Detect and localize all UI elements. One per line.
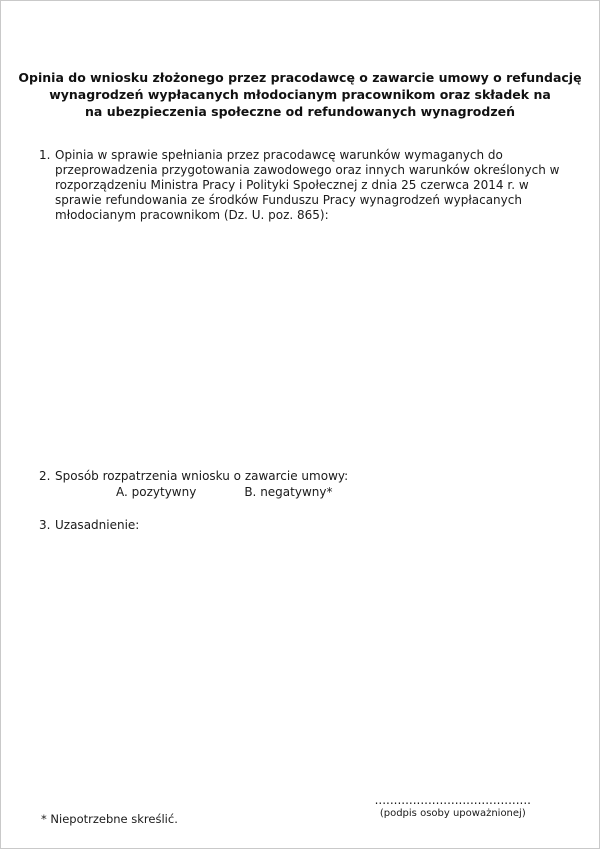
title-line-2: wynagrodzeń wypłacanych młodocianym pracownikom oraz składek na [49, 87, 551, 102]
option-negative: B. negatywny* [244, 485, 333, 499]
item-2-number: 2. [39, 469, 51, 483]
item-2-decision [39, 469, 566, 484]
signature-block [375, 794, 531, 820]
title-line-3: na ubezpieczenia społeczne od refundowanych wynagrodzeń [85, 104, 515, 119]
document-title [1, 69, 599, 120]
item-2-text: Sposób rozpatrzenia wniosku o zawarcie umowy: [55, 469, 349, 483]
item-3-number: 3. [39, 518, 51, 532]
signature-line: ......................................... [374, 793, 531, 807]
title-line-1: Opinia do wniosku złożonego przez pracodawcę o zawarcie umowy o refundację [18, 70, 582, 85]
item-3-justification [39, 518, 566, 533]
option-positive: A. pozytywny [116, 485, 197, 499]
item-1-text: Opinia w sprawie spełniania przez pracodawcę warunków wymaganych do przeprowadzenia przygotowania zawodowego oraz innych warunków określonych w rozporządzeniu Ministra Pracy i Polityki Społecznej z dnia 25 czerwca 2014 r. w sprawie refundowania ze środków Funduszu Pracy wynagrodzeń wypłacanych młodocianym pracownikom (Dz. U. poz. 865): [55, 148, 560, 222]
item-1-number: 1. [39, 148, 51, 162]
item-1-opinion [39, 148, 566, 223]
item-3-text: Uzasadnienie: [55, 518, 140, 532]
signature-caption: (podpis osoby upoważnionej) [379, 808, 526, 819]
footnote-strike-unneeded: * Niepotrzebne skreślić. [41, 812, 178, 826]
decision-options [116, 485, 599, 500]
